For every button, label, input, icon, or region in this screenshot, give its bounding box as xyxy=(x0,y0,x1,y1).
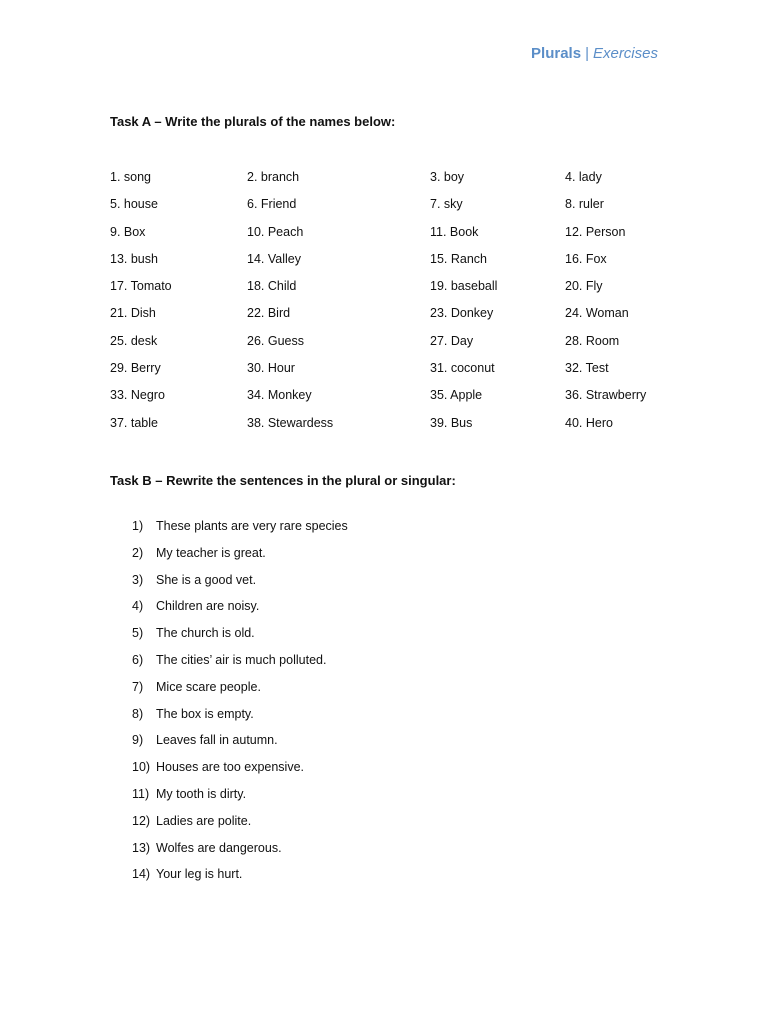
word-item: 10. Peach xyxy=(247,224,304,239)
header-separator: | xyxy=(585,45,589,62)
word-item: 35. Apple xyxy=(430,388,483,403)
word-item: 34. Monkey xyxy=(247,388,312,403)
sentence-number: 2) xyxy=(132,545,144,560)
word-item: 17. Tomato xyxy=(110,279,172,294)
word-row xyxy=(0,168,768,195)
sentence-number: 11) xyxy=(132,786,150,801)
word-item: 16. Fox xyxy=(565,251,607,266)
word-item: 24. Woman xyxy=(565,306,629,321)
word-item: 9. Box xyxy=(110,224,146,239)
sentence-text: My tooth is dirty. xyxy=(156,786,247,801)
word-item: 21. Dish xyxy=(110,306,156,321)
sentence-number: 12) xyxy=(132,813,151,828)
word-row xyxy=(0,359,768,386)
sentence-number: 7) xyxy=(132,679,144,694)
word-row xyxy=(0,386,768,413)
sentence-text: The church is old. xyxy=(156,626,255,641)
word-item: 29. Berry xyxy=(110,361,161,376)
word-item: 39. Bus xyxy=(430,415,473,430)
word-item: 25. desk xyxy=(110,333,158,348)
sentence-text: The cities’ air is much polluted. xyxy=(156,652,327,667)
word-item: 19. baseball xyxy=(430,279,498,294)
word-item: 31. coconut xyxy=(430,361,495,376)
word-item: 23. Donkey xyxy=(430,306,494,321)
word-item: 27. Day xyxy=(430,333,474,348)
sentence-number: 1) xyxy=(132,519,144,533)
sentence-text: Mice scare people. xyxy=(156,679,261,694)
word-row xyxy=(0,304,768,331)
sentence-item xyxy=(0,571,768,598)
sentence-number: 13) xyxy=(132,840,151,855)
sentence-number: 4) xyxy=(132,599,144,614)
word-item: 32. Test xyxy=(565,361,609,376)
sentence-item xyxy=(0,678,768,705)
word-item: 3. boy xyxy=(430,170,465,184)
word-item: 36. Strawberry xyxy=(565,388,647,403)
sentence-text: Children are noisy. xyxy=(156,599,260,614)
sentence-number: 5) xyxy=(132,626,144,641)
sentence-text: She is a good vet. xyxy=(156,572,257,587)
word-row xyxy=(0,277,768,304)
word-item: 8. ruler xyxy=(565,197,604,212)
word-item: 22. Bird xyxy=(247,306,291,321)
word-item: 37. table xyxy=(110,415,158,430)
word-item: 7. sky xyxy=(430,197,463,212)
word-item: 13. bush xyxy=(110,251,158,266)
sentence-item xyxy=(0,758,768,785)
word-item: 15. Ranch xyxy=(430,251,487,266)
sentence-number: 9) xyxy=(132,733,144,748)
sentence-text: These plants are very rare species xyxy=(156,519,348,533)
word-row xyxy=(0,195,768,222)
sentence-item xyxy=(0,517,768,544)
sentence-item xyxy=(0,812,768,839)
sentence-text: Houses are too expensive. xyxy=(156,760,305,775)
sentence-item xyxy=(0,785,768,812)
sentence-number: 8) xyxy=(132,706,144,721)
word-row xyxy=(0,250,768,277)
page-header xyxy=(531,44,658,64)
header-title: Plurals xyxy=(531,45,582,62)
word-item: 11. Book xyxy=(430,224,479,239)
sentence-item xyxy=(0,705,768,732)
word-row xyxy=(0,223,768,250)
word-item: 30. Hour xyxy=(247,361,295,376)
sentence-number: 6) xyxy=(132,652,144,667)
sentence-text: The box is empty. xyxy=(156,706,254,721)
word-item: 4. lady xyxy=(565,170,602,184)
word-item: 18. Child xyxy=(247,279,297,294)
sentence-item xyxy=(0,839,768,866)
sentence-item xyxy=(0,731,768,758)
word-item: 14. Valley xyxy=(247,251,301,266)
word-item: 33. Negro xyxy=(110,388,165,403)
word-item: 28. Room xyxy=(565,333,620,348)
word-item: 2. branch xyxy=(247,170,300,184)
word-row xyxy=(0,414,768,441)
sentence-item xyxy=(0,544,768,571)
word-item: 26. Guess xyxy=(247,333,304,348)
sentence-item xyxy=(0,651,768,678)
sentence-number: 10) xyxy=(132,760,151,775)
sentence-text: Leaves fall in autumn. xyxy=(156,733,278,748)
word-item: 6. Friend xyxy=(247,197,297,212)
task-a-heading: Task A – Write the plurals of the names below: xyxy=(110,114,396,129)
word-item: 20. Fly xyxy=(565,279,603,294)
header-subtitle: Exercises xyxy=(592,45,658,62)
sentence-number: 3) xyxy=(132,572,144,587)
sentence-number: 14) xyxy=(132,867,151,882)
word-item: 1. song xyxy=(110,170,152,184)
sentence-item xyxy=(0,865,768,892)
word-row xyxy=(0,332,768,359)
sentence-text: Your leg is hurt. xyxy=(156,867,243,882)
sentence-text: Wolfes are dangerous. xyxy=(156,840,282,855)
task-b-heading: Task B – Rewrite the sentences in the plural or singular: xyxy=(110,473,456,488)
task-a-word-grid xyxy=(0,168,768,441)
sentence-text: Ladies are polite. xyxy=(156,813,252,828)
word-item: 5. house xyxy=(110,197,158,212)
sentence-item xyxy=(0,597,768,624)
word-item: 12. Person xyxy=(565,224,626,239)
word-item: 40. Hero xyxy=(565,415,613,430)
task-b-sentence-list xyxy=(0,517,768,892)
word-item: 38. Stewardess xyxy=(247,415,334,430)
sentence-item xyxy=(0,624,768,651)
sentence-text: My teacher is great. xyxy=(156,545,266,560)
